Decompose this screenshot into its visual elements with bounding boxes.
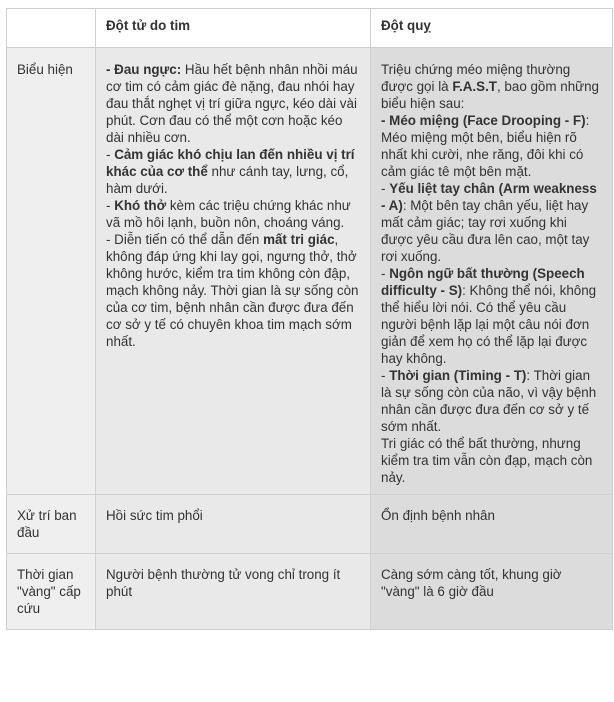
table-row bbox=[7, 495, 613, 554]
treatment-cardiac-cell: Hồi sức tim phổi bbox=[96, 495, 371, 554]
table-row bbox=[7, 554, 613, 630]
golden-time-cardiac-cell: Người bệnh thường tử vong chỉ trong ít phút bbox=[96, 554, 371, 630]
symptom-line: - Đau ngực: Hầu hết bệnh nhân nhồi máu cơ tim có cảm giác đè nặng, đau nhói hay đau thắt nghẹt vị trí giữa ngực, kéo dài vài phút. Cơn đau có thể một cơn hoặc kéo dài nhiều cơn. bbox=[106, 62, 358, 145]
row-label-symptoms: Biểu hiện bbox=[7, 48, 96, 495]
symptom-line: - Ngôn ngữ bất thường (Speech difficulty - S): Không thể nói, không thể hiểu lời nói. Có thể yêu cầu người bệnh lặp lại một câu nói đơn giản để xem họ có thể lặp lại được hay không. bbox=[381, 266, 597, 366]
symptom-line: Triệu chứng méo miệng thường được gọi là F.A.S.T, bao gồm những biểu hiện sau: bbox=[381, 62, 600, 111]
row-label-golden-time: Thời gian "vàng" cấp cứu bbox=[7, 554, 96, 630]
table-row bbox=[7, 48, 613, 495]
header-cardiac-arrest: Đột tử do tim bbox=[96, 9, 371, 48]
symptoms-stroke-cell bbox=[371, 48, 613, 495]
header-empty bbox=[7, 9, 96, 48]
comparison-table bbox=[6, 8, 613, 630]
symptom-line: Tri giác có thể bất thường, nhưng kiểm tra tim vẫn còn đạp, mạch còn nảy. bbox=[381, 436, 593, 485]
golden-time-stroke-cell: Càng sớm càng tốt, khung giờ "vàng" là 6 giờ đầu bbox=[371, 554, 613, 630]
row-label-initial-treatment: Xử trí ban đầu bbox=[7, 495, 96, 554]
treatment-stroke-cell: Ổn định bệnh nhân bbox=[371, 495, 613, 554]
symptom-line: - Khó thở kèm các triệu chứng khác như vã mồ hôi lạnh, buồn nôn, choáng váng. bbox=[106, 198, 351, 230]
symptom-line: - Diễn tiến có thể dẫn đến mất tri giác, không đáp ứng khi lay gọi, ngưng thở, thở không hước, kiểm tra tim không còn đập, mạch không nảy. Thời gian là sự sống còn của cơ tim, bệnh nhân cần được đưa đến cơ sở y tế có chuyên khoa tim mạch sớm nhất. bbox=[106, 232, 359, 349]
symptom-line: - Yếu liệt tay chân (Arm weakness - A): Một bên tay chân yếu, liệt hay mất cảm giác; tay rơi xuống khi được yêu cầu đưa lên cao, một tay rơi xuống. bbox=[381, 181, 597, 264]
symptom-line: - Méo miệng (Face Drooping - F): Méo miệng một bên, biểu hiện rõ nhất khi cười, nhe răng, đôi khi có cảm giác tê một bên mặt. bbox=[381, 113, 590, 179]
symptoms-cardiac-cell bbox=[96, 48, 371, 495]
symptom-line: - Thời gian (Timing - T): Thời gian là sự sống còn của não, vì vậy bệnh nhân cần được đưa đến cơ sở y tế sớm nhất. bbox=[381, 368, 597, 434]
header-stroke: Đột quỵ bbox=[371, 9, 613, 48]
header-row bbox=[7, 9, 613, 48]
symptom-line: - Cảm giác khó chịu lan đến nhiều vị trí khác của cơ thể như cánh tay, lưng, cổ, hàm dưới. bbox=[106, 147, 355, 196]
